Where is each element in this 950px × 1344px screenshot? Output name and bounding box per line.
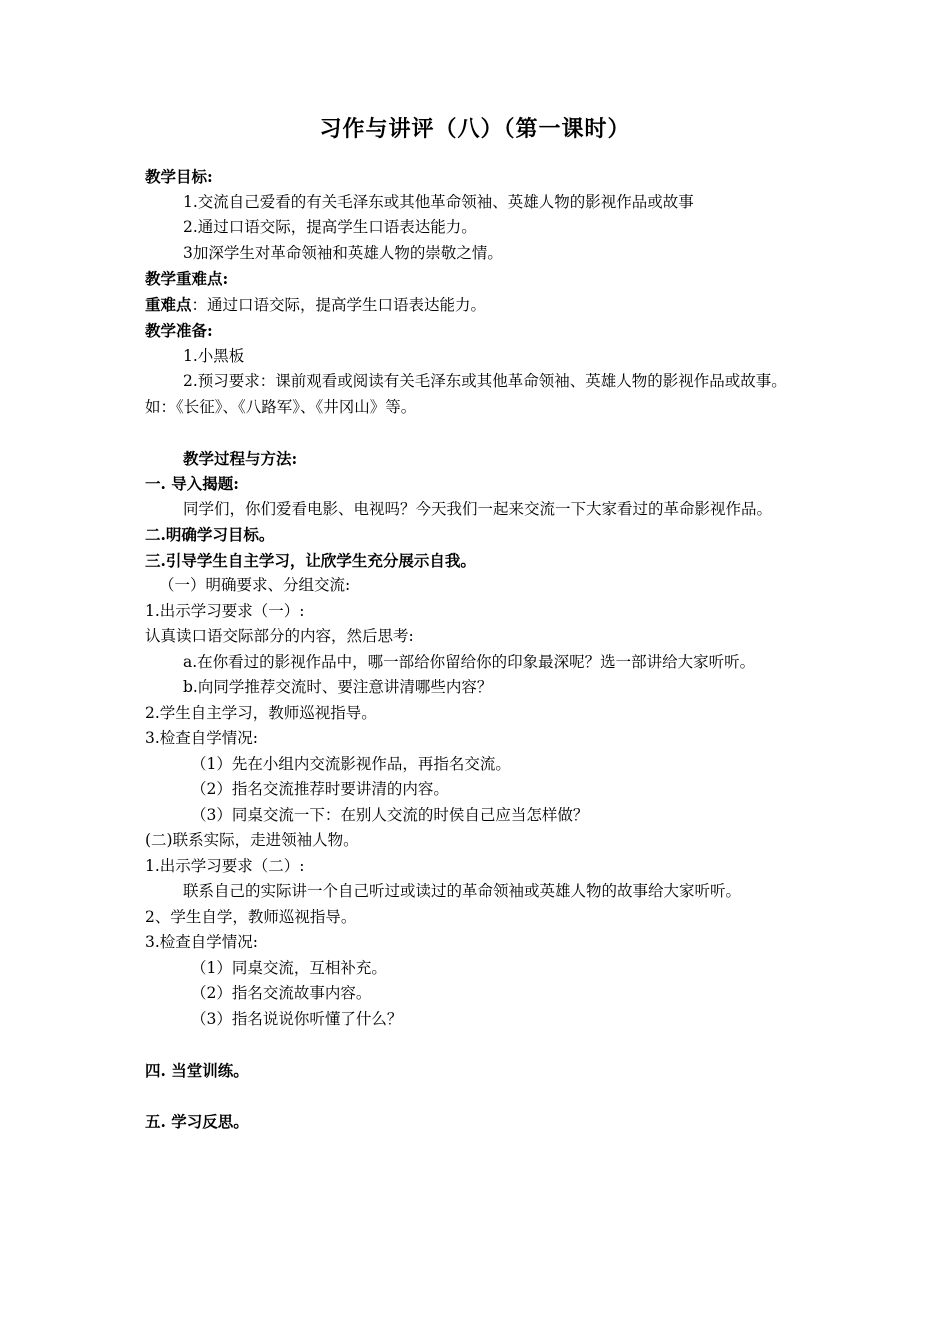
part-2-check-2: （2）指名交流故事内容。 bbox=[191, 984, 372, 1002]
key-points-heading: 教学重难点: bbox=[145, 269, 229, 288]
part-1-step-3: 3.检查自学情况: bbox=[145, 729, 259, 747]
section-4-title: 四. 当堂训练。 bbox=[145, 1060, 249, 1080]
spacer bbox=[145, 1032, 813, 1058]
part-1-check-2: （2）指名交流推荐时要讲清的内容。 bbox=[191, 780, 449, 798]
part-2-check-3: （3）指名说说你听懂了什么？ bbox=[191, 1009, 403, 1028]
part-2-requirement-title: 1.出示学习要求（二）: bbox=[145, 856, 305, 875]
section-1-title: 一. 导入揭题: bbox=[145, 474, 240, 493]
part-1-step-2: 2.学生自主学习，教师巡视指导。 bbox=[145, 703, 377, 722]
process-heading: 教学过程与方法: bbox=[183, 448, 298, 468]
document-body bbox=[145, 164, 813, 1134]
part-2-step-3: 3.检查自学情况: bbox=[145, 933, 259, 951]
part-1-question-a: a.在你看过的影视作品中，哪一部给你留给你的印象最深呢？选一部讲给大家听听。 bbox=[183, 652, 756, 671]
section-2-title: 二.明确学习目标。 bbox=[145, 525, 275, 544]
objectives-heading: 教学目标: bbox=[145, 167, 213, 186]
section-5-title: 五. 学习反思。 bbox=[145, 1111, 249, 1131]
part-1-check-3: （3）同桌交流一下：在别人交流的时侯自己应当怎样做？ bbox=[191, 805, 589, 824]
part-2-step-2: 2、学生自学，教师巡视指导。 bbox=[145, 907, 357, 926]
part-1-check-1: （1）先在小组内交流影视作品，再指名交流。 bbox=[191, 754, 511, 773]
objective-item-1: 1.交流自己爱看的有关毛泽东或其他革命领袖、英雄人物的影视作品或故事 bbox=[183, 192, 694, 211]
part-1-title: （一）明确要求、分组交流: bbox=[159, 576, 351, 594]
key-points-text: ：通过口语交际，提高学生口语表达能力。 bbox=[191, 295, 487, 314]
key-points-line bbox=[145, 292, 813, 319]
part-2-requirement-text: 联系自己的实际讲一个自己听过或读过的革命领袖或英雄人物的故事给大家听听。 bbox=[183, 882, 742, 900]
objective-item-3: 3加深学生对革命领袖和英雄人物的崇敬之情。 bbox=[183, 243, 503, 262]
preparation-heading: 教学准备: bbox=[145, 321, 213, 340]
part-1-question-b: b.向同学推荐交流时、要注意讲清哪些内容？ bbox=[183, 678, 493, 696]
section-1-text: 同学们，你们爱看电影、电视吗？今天我们一起来交流一下大家看过的革命影视作品。 bbox=[183, 499, 773, 518]
part-1-requirement-intro: 认真读口语交际部分的内容，然后思考: bbox=[145, 627, 414, 645]
part-2-check-1: （1）同桌交流，互相补充。 bbox=[191, 958, 387, 977]
part-1-requirement-title: 1.出示学习要求（一）: bbox=[145, 601, 305, 620]
section-3-title: 三.引导学生自主学习，让欣学生充分展示自我。 bbox=[145, 550, 476, 570]
preparation-item-1: 1.小黑板 bbox=[183, 346, 245, 365]
objective-item-2: 2.通过口语交际，提高学生口语表达能力。 bbox=[183, 218, 477, 236]
document-title: 习作与讲评（八）（第一课时） bbox=[319, 116, 631, 142]
part-2-title: (二)联系实际，走进领袖人物。 bbox=[145, 831, 359, 849]
spacer bbox=[145, 1083, 813, 1109]
preparation-item-2: 2.预习要求：课前观看或阅读有关毛泽东或其他革命领袖、英雄人物的影视作品或故事。如：《长征》、《八路军》、《井冈山》等。 bbox=[145, 372, 787, 416]
spacer bbox=[145, 420, 813, 446]
key-points-label: 重难点 bbox=[145, 294, 192, 314]
